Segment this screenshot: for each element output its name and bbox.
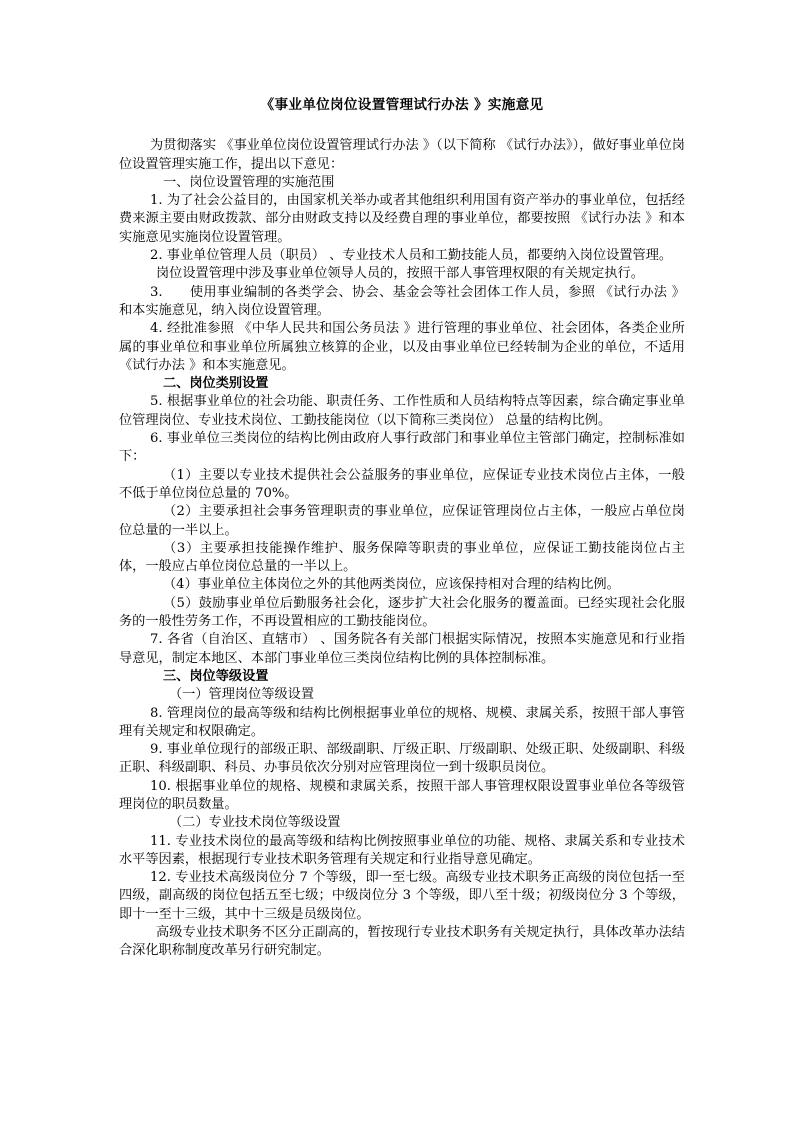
paragraph: 一、岗位设置管理的实施范围 [163, 174, 335, 190]
document-page [119, 96, 685, 961]
paragraph: 5. 根据事业单位的社会功能、职责任务、工作性质和人员结构特点等因素，综合确定事业单位管理岗位、专业技术岗位、工勤技能岗位（以下简称三类岗位） 总量的结构比例。 [119, 394, 685, 428]
document-title: 《事业单位岗位设置管理试行办法 》实施意见 [260, 97, 544, 113]
section-heading: 三、岗位等级设置 [163, 668, 269, 684]
paragraph: （一）管理岗位等级设置 [169, 687, 315, 703]
paragraph: 11. 专业技术岗位的最高等级和结构比例按照事业单位的功能、规格、隶属关系和专业技术水平等因素，根据现行专业技术职务管理有关规定和行业指导意见确定。 [119, 833, 685, 867]
paragraph: （二）专业技术岗位等级设置 [169, 815, 341, 831]
paragraph: 8. 管理岗位的最高等级和结构比例根据事业单位的规格、规模、隶属关系，按照干部人事管理有关规定和权限确定。 [119, 705, 685, 739]
paragraph: （2）主要承担社会事务管理职责的事业单位，应保证管理岗位占主体，一般应占单位岗位总量的一半以上。 [119, 504, 685, 538]
paragraph: 10. 根据事业单位的规格、规模和隶属关系，按照干部人事管理权限设置事业单位各等级管理岗位的职员数量。 [119, 778, 685, 812]
paragraph: 12. 专业技术高级岗位分 7 个等级，即一至七级。高级专业技术职务正高级的岗位包括一至四级，副高级的岗位包括五至七级；中级岗位分 3 个等级，即八至十级；初级岗位分 3 个等级，即十一至十三级，其中十三级是员级岗位。 [119, 870, 685, 922]
paragraph: 2. 事业单位管理人员（职员） 、专业技术人员和工勤技能人员，都要纳入岗位设置管理。 [150, 248, 673, 264]
paragraph: 高级专业技术职务不区分正副高的，暂按现行专业技术职务有关规定执行，具体改革办法结合深化职称制度改革另行研究制定。 [119, 925, 685, 959]
paragraph: 为贯彻落实 《事业单位岗位设置管理试行办法 》（以下简称 《试行办法》），做好事业单位岗位设置管理实施工作，提出以下意见： [119, 138, 685, 172]
paragraph: 1. 为了社会公益目的，由国家机关举办或者其他组织利用国有资产举办的事业单位，包括经费来源主要由财政拨款、部分由财政支持以及经费自理的事业单位，都要按照 《试行办法 》和本实施意见实施岗位设置管理。 [119, 193, 685, 245]
paragraph: 6. 事业单位三类岗位的结构比例由政府人事行政部门和事业单位主管部门确定，控制标准如下： [119, 431, 685, 465]
paragraph: （3）主要承担技能操作维护、服务保障等职责的事业单位，应保证工勤技能岗位占主体，一般应占单位岗位总量的一半以上。 [119, 540, 685, 575]
document-body [119, 137, 685, 960]
paragraph: （4）事业单位主体岗位之外的其他两类岗位，应该保持相对合理的结构比例。 [163, 577, 620, 593]
paragraph: （5）鼓励事业单位后勤服务社会化，逐步扩大社会化服务的覆盖面。已经实现社会化服务的一般性劳务工作，不再设置相应的工勤技能岗位。 [119, 595, 685, 630]
paragraph: 7. 各省（自治区、直辖市） 、国务院各有关部门根据实际情况，按照本实施意见和行业指导意见，制定本地区、本部门事业单位三类岗位结构比例的具体控制标准。 [119, 632, 685, 666]
paragraph: （1）主要以专业技术提供社会公益服务的事业单位，应保证专业技术岗位占主体，一般不低于单位岗位总量的 70%。 [119, 467, 685, 501]
paragraph: 岗位设置管理中涉及事业单位领导人员的，按照干部人事管理权限的有关规定执行。 [156, 266, 644, 282]
paragraph: 3. 使用事业编制的各类学会、协会、基金会等社会团体工作人员，参照 《试行办法 》和本实施意见，纳入岗位设置管理。 [119, 284, 685, 318]
paragraph: 4. 经批准参照 《中华人民共和国公务员法 》进行管理的事业单位、社会团体，各类企业所属的事业单位和事业单位所属独立核算的企业，以及由事业单位已经转制为企业的单位，不适用 《试行办法 》和本实施意见。 [119, 321, 685, 373]
paragraph: 9. 事业单位现行的部级正职、部级副职、厅级正职、厅级副职、处级正职、处级副职、科级正职、科级副职、科员、办事员依次分别对应管理岗位一到十级职员岗位。 [119, 742, 685, 776]
section-heading: 二、岗位类别设置 [163, 376, 269, 392]
